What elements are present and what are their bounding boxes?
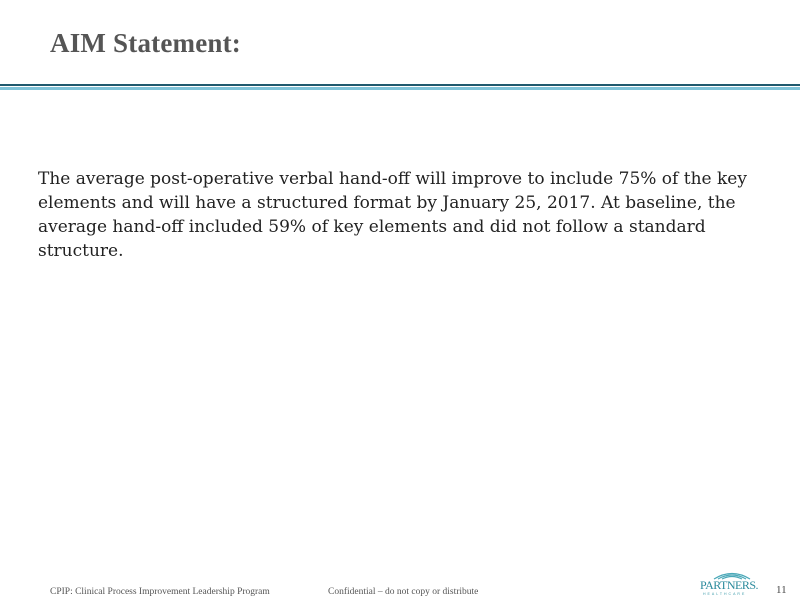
logo-text: PARTNERS. xyxy=(700,578,759,592)
logo-subtext: HEALTHCARE xyxy=(703,592,747,596)
footer-program: CPIP: Clinical Process Improvement Leadership Program xyxy=(50,587,270,597)
page-number: 11 xyxy=(776,584,787,596)
title-divider-light xyxy=(0,87,800,90)
footer-confidential: Confidential – do not copy or distribute xyxy=(328,587,479,597)
slide-title: AIM Statement: xyxy=(50,28,241,58)
partners-healthcare-logo xyxy=(700,570,760,596)
aim-statement-text: The average post-operative verbal hand-off will improve to include 75% of the key elements and will have a structured format by January 25, 2017. At baseline, the average hand-off included 59% of key elements and did not follow a standard structure. xyxy=(38,169,747,261)
title-divider-dark xyxy=(0,84,800,86)
